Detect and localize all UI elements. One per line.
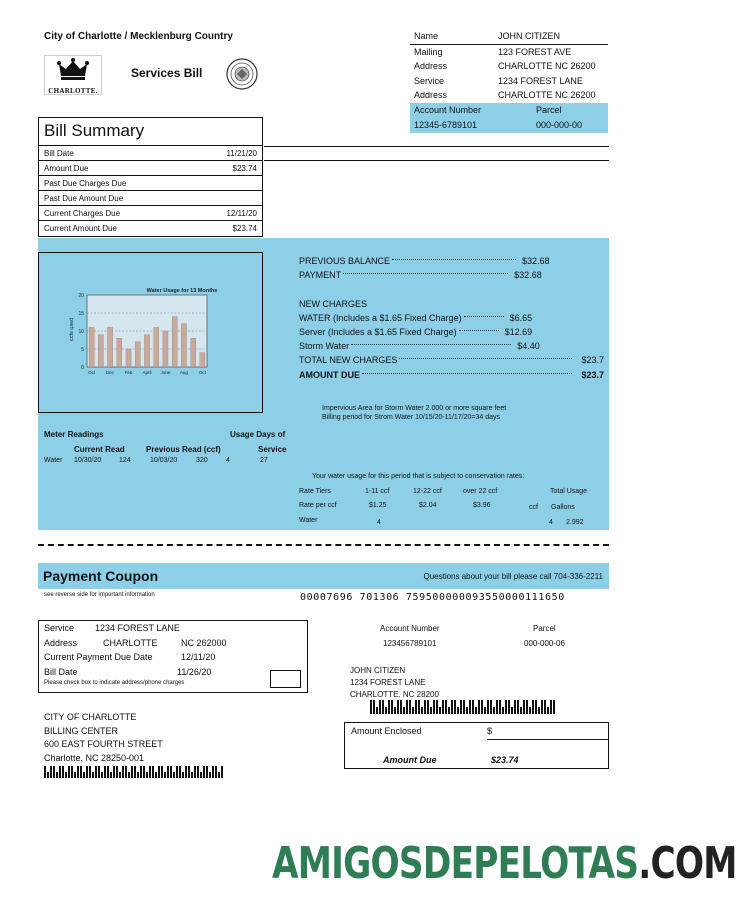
barcode-bar bbox=[553, 700, 555, 714]
chart-ytick-label: 0 bbox=[81, 365, 84, 371]
chart-bar bbox=[200, 353, 205, 367]
coupon-account-number: 123456789101 bbox=[383, 639, 437, 648]
barcode-bar bbox=[149, 766, 151, 778]
barcode-bar bbox=[143, 766, 145, 778]
remit-line-3: 600 EAST FOURTH STREET bbox=[44, 739, 163, 749]
barcode-bar bbox=[457, 707, 459, 714]
billing-period-note: Billing period for Strom Water 10/15/20-11/17/20=34 days bbox=[322, 414, 501, 421]
service-days-label: Service bbox=[258, 445, 287, 454]
barcode-bar bbox=[415, 700, 417, 714]
barcode-bar bbox=[212, 766, 214, 778]
parcel-label: Parcel bbox=[536, 105, 562, 115]
chart-ytick-label: 5 bbox=[81, 347, 84, 353]
payment-value: $32.68 bbox=[514, 270, 542, 280]
barcode-bar bbox=[125, 766, 127, 778]
barcode-bar bbox=[475, 707, 477, 714]
barcode-bar bbox=[547, 707, 549, 714]
barcode-bar bbox=[421, 707, 423, 714]
barcode-bar bbox=[116, 766, 118, 778]
bill-summary-title: Bill Summary bbox=[39, 118, 262, 146]
coupon-service-label: Service bbox=[44, 623, 75, 633]
payment-label: PAYMENT bbox=[299, 270, 342, 280]
barcode-bar bbox=[110, 772, 112, 778]
remit-line-4: Charlotte, NC 28250-001 bbox=[44, 752, 145, 763]
chart-bar bbox=[89, 327, 94, 367]
barcode-bar bbox=[445, 700, 447, 714]
barcode-bar bbox=[388, 700, 390, 714]
service-address-label: Address bbox=[414, 90, 448, 101]
barcode-bar bbox=[71, 766, 73, 778]
storm-water-label: Storm Water bbox=[299, 341, 350, 351]
conservation-table: Rate Tiers Rate per ccf Water 1-11 ccf 12-22 ccf over 22 ccf $1.25 $2.04 $3.96 4 Total Usage ccf Gallons 4 2.992 bbox=[299, 488, 587, 526]
mailing-address-label: Address bbox=[414, 61, 448, 72]
barcode-bar bbox=[454, 700, 456, 714]
remit-line-1: CITY OF CHARLOTTE bbox=[44, 712, 137, 722]
barcode-bar bbox=[74, 772, 76, 778]
coupon-current-due: 12/11/20 bbox=[181, 652, 216, 662]
barcode-bar bbox=[152, 766, 154, 778]
barcode-bar bbox=[200, 772, 202, 778]
usage-days-label: Usage Days of bbox=[230, 430, 286, 439]
chart-xtick-label: Feb bbox=[124, 370, 133, 375]
barcode-bar bbox=[65, 772, 67, 778]
chart-bar bbox=[191, 338, 196, 367]
summary-row-past-due-charges: Past Due Charges Due bbox=[39, 176, 262, 191]
barcode-bar bbox=[466, 707, 468, 714]
barcode-bar bbox=[436, 700, 438, 714]
barcode-bar bbox=[535, 700, 537, 714]
barcode-bar bbox=[53, 766, 55, 778]
chart-xtick-label: Aug bbox=[179, 370, 188, 375]
coupon-service-box bbox=[38, 620, 308, 693]
barcode-bar bbox=[68, 766, 70, 778]
barcode-bar bbox=[487, 700, 489, 714]
barcode-bar bbox=[203, 766, 205, 778]
barcode-bar bbox=[394, 707, 396, 714]
barcode-bar bbox=[493, 707, 495, 714]
barcode-bar bbox=[379, 700, 381, 714]
barcode-bar bbox=[403, 707, 405, 714]
account-label: Account Number bbox=[414, 105, 482, 115]
barcode-bar bbox=[164, 772, 166, 778]
coupon-current-due-label: Current Payment Due Date bbox=[44, 652, 153, 662]
chart-bar bbox=[181, 324, 186, 367]
barcode-bar bbox=[185, 766, 187, 778]
charlotte-logo bbox=[44, 55, 102, 95]
barcode-bar bbox=[496, 700, 498, 714]
conservation-title: Your water usage for this period that is subject to conservation rates: bbox=[312, 473, 525, 480]
coupon-check-note: Please check box to indicate address/phone charges bbox=[44, 680, 185, 686]
chart-bar bbox=[172, 317, 177, 367]
coupon-header bbox=[38, 563, 609, 589]
coupon-address-label: Address bbox=[44, 638, 78, 648]
logo-text: CHARLOTTE. bbox=[48, 87, 98, 95]
barcode-bar bbox=[155, 772, 157, 778]
barcode-bar bbox=[376, 707, 378, 714]
water-usage-chart bbox=[39, 253, 262, 412]
barcode-bar bbox=[370, 700, 372, 714]
chart-ytick-label: 20 bbox=[78, 293, 84, 299]
postal-barcode-remit bbox=[44, 766, 223, 778]
server-charge-label: Server (Includes a $1.65 Fixed Charge) bbox=[299, 327, 457, 337]
barcode-bar bbox=[170, 766, 172, 778]
barcode-bar bbox=[520, 707, 522, 714]
questions-phone: Questions about your bill please call 704-336-2211 bbox=[423, 572, 603, 581]
chart-xtick-label: Oct bbox=[198, 370, 206, 375]
remit-address bbox=[44, 711, 163, 765]
barcode-bar bbox=[460, 700, 462, 714]
barcode-bar bbox=[538, 707, 540, 714]
barcode-bar bbox=[502, 707, 504, 714]
watermark-name: AMIGOSDEPELOTAS bbox=[272, 838, 639, 889]
barcode-bar bbox=[146, 772, 148, 778]
new-charges-label: NEW CHARGES bbox=[299, 299, 368, 309]
dollar-sign: $ bbox=[487, 726, 493, 736]
barcode-bar bbox=[373, 700, 375, 714]
barcode-bar bbox=[508, 700, 510, 714]
service-address-line1: 1234 FOREST LANE bbox=[498, 75, 583, 86]
chart-xtick-label: Dec bbox=[106, 370, 115, 375]
barcode-bar bbox=[406, 700, 408, 714]
barcode-bar bbox=[140, 766, 142, 778]
meter-readings-title: Meter Readings bbox=[44, 430, 104, 439]
chart-xtick-label: April bbox=[142, 370, 152, 375]
parcel-number: 000-000-00 bbox=[536, 120, 583, 130]
summary-row-current-charges: Current Charges Due 12/11/20 bbox=[39, 206, 262, 221]
barcode-bar bbox=[529, 707, 531, 714]
barcode-bar bbox=[418, 700, 420, 714]
barcode-bar bbox=[158, 766, 160, 778]
chart-bar bbox=[144, 335, 149, 367]
chart-bar bbox=[135, 342, 140, 367]
scan-line: 00007696 701306 759500000093550000111650 bbox=[300, 592, 565, 603]
barcode-bar bbox=[499, 700, 501, 714]
chart-xtick-label: June bbox=[160, 370, 171, 375]
barcode-bar bbox=[391, 700, 393, 714]
barcode-bar bbox=[98, 766, 100, 778]
previous-read-label: Previous Read (ccf) bbox=[146, 445, 221, 454]
barcode-bar bbox=[532, 700, 534, 714]
chart-bar bbox=[154, 327, 159, 367]
barcode-bar bbox=[463, 700, 465, 714]
amount-enclosed-label: Amount Enclosed bbox=[351, 726, 422, 736]
customer-info bbox=[410, 29, 608, 133]
account-panel bbox=[410, 103, 608, 133]
chart-ylabel: ccfs used bbox=[69, 317, 75, 341]
city-title: City of Charlotte / Mecklenburg Country bbox=[44, 31, 233, 42]
reverse-note: see reverse side for important information bbox=[44, 592, 155, 598]
service-address-line2: CHARLOTTE NC 26200 bbox=[498, 90, 596, 101]
barcode-bar bbox=[409, 700, 411, 714]
barcode-bar bbox=[80, 766, 82, 778]
barcode-bar bbox=[517, 700, 519, 714]
barcode-bar bbox=[412, 707, 414, 714]
remit-line-2: BILLING CENTER bbox=[44, 725, 119, 736]
barcode-bar bbox=[511, 707, 513, 714]
barcode-bar bbox=[86, 766, 88, 778]
barcode-bar bbox=[197, 766, 199, 778]
mail-city: CHARLOTTE. NC 28200 bbox=[350, 690, 439, 699]
amount-enclosed-input[interactable] bbox=[487, 739, 609, 740]
coupon-amount-due-value: $23.74 bbox=[491, 755, 519, 765]
barcode-bar bbox=[128, 772, 130, 778]
chart-bar bbox=[163, 331, 168, 367]
barcode-bar bbox=[505, 700, 507, 714]
barcode-bar bbox=[50, 766, 52, 778]
barcode-bar bbox=[442, 700, 444, 714]
amount-due-label: AMOUNT DUE bbox=[299, 369, 360, 380]
chart-ytick-label: 10 bbox=[78, 329, 84, 335]
mail-street: 1234 FOREST LANE bbox=[350, 678, 426, 687]
barcode-bar bbox=[134, 766, 136, 778]
barcode-bar bbox=[439, 707, 441, 714]
barcode-bar bbox=[430, 707, 432, 714]
barcode-bar bbox=[119, 772, 121, 778]
total-new-charges-value: $23.7 bbox=[581, 355, 604, 365]
barcode-bar bbox=[478, 700, 480, 714]
barcode-bar bbox=[77, 766, 79, 778]
barcode-bar bbox=[44, 766, 46, 778]
water-charge-value: $6.65 bbox=[509, 313, 533, 323]
barcode-bar bbox=[122, 766, 124, 778]
barcode-bar bbox=[113, 766, 115, 778]
barcode-bar bbox=[107, 766, 109, 778]
coupon-state-zip: NC 262000 bbox=[181, 638, 227, 648]
coupon-parcel-number: 000-000-06 bbox=[524, 639, 565, 648]
charges-list bbox=[299, 254, 604, 382]
barcode-bar bbox=[161, 766, 163, 778]
barcode-bar bbox=[400, 700, 402, 714]
coupon-amount-due-label: Amount Due bbox=[383, 755, 437, 765]
watermark-tld: .COM bbox=[638, 838, 737, 889]
coupon-bill-date-label: Bill Date bbox=[44, 667, 78, 677]
barcode-bar bbox=[194, 766, 196, 778]
watermark bbox=[272, 838, 737, 889]
mailing-address-line2: CHARLOTTE NC 26200 bbox=[498, 61, 596, 72]
coupon-account-label: Account Number bbox=[380, 624, 440, 633]
barcode-bar bbox=[47, 772, 49, 778]
bill-summary bbox=[38, 117, 263, 237]
barcode-bar bbox=[427, 700, 429, 714]
chart-bar bbox=[108, 327, 113, 367]
barcode-bar bbox=[209, 772, 211, 778]
barcode-bar bbox=[469, 700, 471, 714]
coupon-bill-date: 11/26/20 bbox=[177, 667, 212, 677]
server-charge-value: $12.69 bbox=[504, 327, 533, 337]
chart-title: Water Usage for 13 Months bbox=[146, 288, 218, 294]
barcode-bar bbox=[62, 766, 64, 778]
barcode-bar bbox=[397, 700, 399, 714]
barcode-bar bbox=[179, 766, 181, 778]
barcode-bar bbox=[131, 766, 133, 778]
coupon-title: Payment Coupon bbox=[43, 568, 159, 584]
summary-row-current-amount: Current Amount Due $23.74 bbox=[44, 223, 257, 233]
address-change-checkbox[interactable] bbox=[270, 670, 301, 688]
summary-row-past-due-amount: Past Due Amount Due bbox=[39, 191, 262, 206]
barcode-bar bbox=[167, 766, 169, 778]
barcode-bar bbox=[481, 700, 483, 714]
barcode-bar bbox=[385, 707, 387, 714]
previous-balance-label: PREVIOUS BALANCE bbox=[299, 256, 391, 266]
barcode-bar bbox=[191, 772, 193, 778]
mailing-label: Mailing bbox=[414, 46, 443, 57]
barcode-bar bbox=[89, 766, 91, 778]
bill-title: Services Bill bbox=[131, 66, 203, 80]
barcode-bar bbox=[59, 766, 61, 778]
barcode-bar bbox=[514, 700, 516, 714]
chart-xtick-label: Oct bbox=[88, 370, 96, 375]
summary-row-bill-date: Bill Date 11/21/20 bbox=[39, 146, 262, 161]
barcode-bar bbox=[95, 766, 97, 778]
barcode-bar bbox=[104, 766, 106, 778]
storm-water-value: $4.40 bbox=[517, 341, 540, 351]
barcode-bar bbox=[188, 766, 190, 778]
barcode-bar bbox=[523, 700, 525, 714]
name-label: Name bbox=[414, 31, 439, 42]
barcode-bar bbox=[215, 766, 217, 778]
barcode-bar bbox=[137, 772, 139, 778]
coupon-city: CHARLOTTE bbox=[103, 638, 158, 648]
barcode-bar bbox=[218, 772, 220, 778]
barcode-bar bbox=[472, 700, 474, 714]
barcode-bar bbox=[92, 772, 94, 778]
barcode-bar bbox=[541, 700, 543, 714]
barcode-bar bbox=[484, 707, 486, 714]
barcode-bar bbox=[173, 772, 175, 778]
chart-bar bbox=[98, 335, 103, 367]
amount-enclosed-box bbox=[344, 722, 609, 769]
service-label: Service bbox=[414, 75, 445, 86]
barcode-bar bbox=[206, 766, 208, 778]
previous-balance-value: $32.68 bbox=[522, 256, 550, 266]
postal-barcode-customer bbox=[370, 700, 555, 714]
customer-name: JOHN CITIZEN bbox=[498, 31, 560, 42]
usage-chart-box bbox=[38, 252, 263, 413]
barcode-bar bbox=[526, 700, 528, 714]
mailing-address-line1: 123 FOREST AVE bbox=[498, 46, 572, 57]
barcode-bar bbox=[544, 700, 546, 714]
barcode-bar bbox=[56, 772, 58, 778]
amount-due-value: $23.7 bbox=[581, 369, 604, 380]
barcode-bar bbox=[433, 700, 435, 714]
barcode-bar bbox=[221, 766, 223, 778]
total-new-charges-label: TOTAL NEW CHARGES bbox=[299, 355, 398, 365]
barcode-bar bbox=[101, 772, 103, 778]
chart-ytick-label: 15 bbox=[78, 311, 84, 317]
coupon-service-value: 1234 FOREST LANE bbox=[95, 623, 180, 633]
water-charge-label: WATER (Includes a $1.65 Fixed Charge) bbox=[299, 313, 462, 323]
tear-line bbox=[38, 544, 609, 546]
coupon-parcel-label: Parcel bbox=[533, 624, 556, 633]
barcode-bar bbox=[490, 700, 492, 714]
account-number: 12345-6789101 bbox=[414, 120, 478, 130]
barcode-bar bbox=[83, 772, 85, 778]
barcode-bar bbox=[424, 700, 426, 714]
city-seal-icon bbox=[226, 58, 258, 95]
chart-bar bbox=[117, 338, 122, 367]
crown-icon bbox=[45, 56, 101, 82]
current-read-label: Current Read bbox=[74, 445, 125, 454]
summary-row-amount-due: Amount Due $23.74 bbox=[39, 161, 262, 176]
barcode-bar bbox=[448, 707, 450, 714]
barcode-bar bbox=[176, 766, 178, 778]
mail-name: JOHN CITIZEN bbox=[350, 666, 406, 675]
barcode-bar bbox=[382, 700, 384, 714]
chart-bar bbox=[126, 349, 131, 367]
impervious-note: Impervious Area for Storm Water 2.000 or more square feet bbox=[322, 405, 507, 412]
barcode-bar bbox=[182, 772, 184, 778]
barcode-bar bbox=[550, 700, 552, 714]
barcode-bar bbox=[451, 700, 453, 714]
